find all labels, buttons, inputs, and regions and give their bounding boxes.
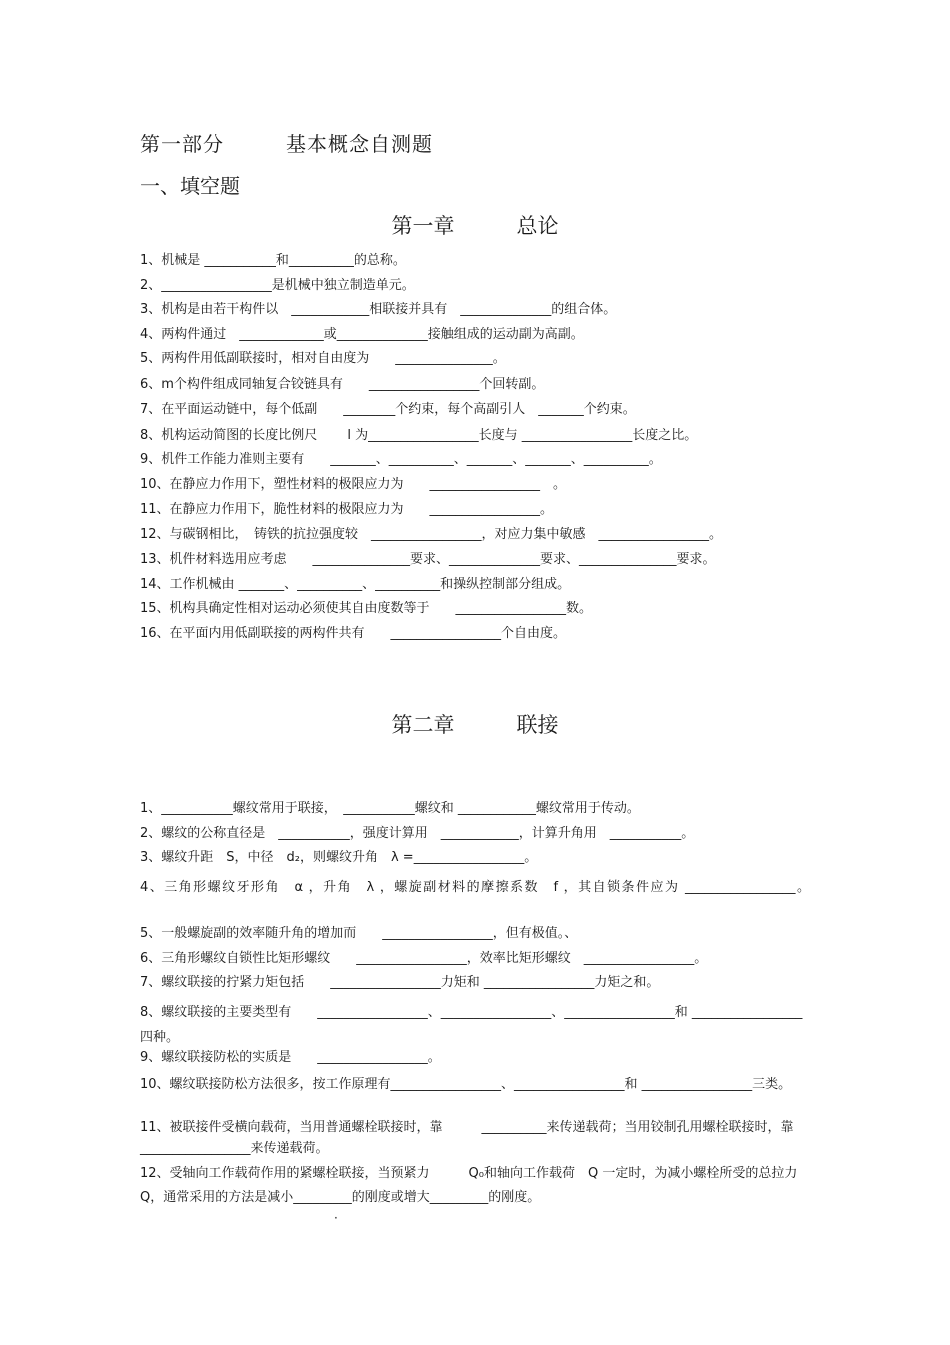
chapter1-question: 13、机件材料选用应考虑 _______________要求、______________要求、_______________要求。 (140, 552, 716, 567)
part-heading (140, 128, 433, 157)
chapter1-question: 2、_________________是机械中独立制造单元。 (140, 278, 415, 293)
chapter2-number: 第二章 (391, 713, 455, 737)
chapter1-question: 12、与碳钢相比， 铸铁的抗拉强度较 _________________，对应力集中敏感 _________________。 (140, 527, 723, 542)
chapter1-question: 14、工作机械由 _______、__________、__________和操纵控制部分组成。 (140, 577, 571, 592)
section-title: 一、填空题 (140, 174, 240, 198)
chapter2-question: 11、被联接件受横向载荷，当用普通螺栓联接时，靠 __________来传递载荷；当用铰制孔用螺栓联接时，靠 _________________来传递载荷。 (140, 1120, 820, 1156)
chapter2-question: 1、___________螺纹常用于联接， ___________螺纹和 ____________螺纹常用于传动。 (140, 801, 640, 816)
part-subtitle: 基本概念自测题 (286, 132, 433, 156)
part-title: 第一部分 (140, 132, 224, 156)
chapter1-question: 8、机构运动简图的长度比例尺 l 为_________________长度与 _________________长度之比。 (140, 428, 698, 443)
chapter2-question: 4、三角形螺纹牙形角 α ，升角 λ ，螺旋副材料的摩擦系数 f ，其自锁条件应为 _________________。 (140, 880, 810, 895)
chapter1-question: 5、两构件用低副联接时，相对自由度为 _______________。 (140, 351, 506, 366)
chapter1-question: 7、在平面运动链中，每个低副 ________个约束，每个高副引人 _______个约束。 (140, 402, 636, 417)
chapter1-question: 15、机构具确定性相对运动必须使其自由度数等于 _________________数。 (140, 601, 593, 616)
chapter1-question: 6、m个构件组成同轴复合铰链具有 _________________个回转副。 (140, 377, 545, 392)
chapter2-question: 8、螺纹联接的主要类型有 _________________、_________________、_________________和 _________________四种。 (140, 1005, 803, 1045)
chapter2-question: 3、螺纹升距 S，中径 d₂，则螺纹升角 λ =_________________。 (140, 850, 538, 865)
chapter2-heading (0, 709, 950, 739)
chapter2-question: 9、螺纹联接防松的实质是 _________________。 (140, 1050, 441, 1065)
chapter2-question: 12、受轴向工作载荷作用的紧螺栓联接，当预紧力 Q₀和轴向工作载荷 Q 一定时，为减小螺栓所受的总拉力Q，通常采用的方法是减小_________的刚度或增大_________的刚度。 (140, 1166, 798, 1205)
chapter2-question: 5、一般螺旋副的效率随升角的增加而 _________________，但有极值。、 (140, 926, 578, 941)
chapter1-name: 总论 (516, 214, 559, 238)
chapter1-question: 4、两构件通过 _____________或______________接触组成的运动副为高副。 (140, 327, 584, 342)
chapter1-question: 9、机件工作能力准则主要有 _______、__________、_______、_______、__________。 (140, 452, 662, 467)
chapter1-question: 3、机构是由若干构件以 ____________相联接并具有 ______________的组合体。 (140, 302, 617, 317)
chapter2-question: 6、三角形螺纹自锁性比矩形螺纹 _________________，效率比矩形螺纹 _________________。 (140, 951, 708, 966)
chapter1-heading (0, 210, 950, 240)
chapter2-name: 联接 (516, 713, 559, 737)
chapter1-question: 10、在静应力作用下，塑性材料的极限应力为 _________________ 。 (140, 477, 567, 492)
chapter1-question: 11、在静应力作用下，脆性材料的极限应力为 _________________。 (140, 502, 554, 517)
stray-mark: · (334, 1211, 338, 1225)
chapter1-question: 16、在平面内用低副联接的两构件共有 _________________个自由度。 (140, 626, 567, 641)
chapter2-question: 10、螺纹联接防松方法很多，按工作原理有_________________、_________________和 _________________三类。 (140, 1077, 792, 1092)
chapter2-question: 2、螺纹的公称直径是 ___________，强度计算用 ____________，计算升角用 ___________。 (140, 826, 695, 841)
chapter2-question: 7、螺纹联接的拧紧力矩包括 _________________力矩和 _________________力矩之和。 (140, 975, 660, 990)
chapter1-question: 1、机械是 ___________和__________的总称。 (140, 253, 406, 268)
chapter1-number: 第一章 (391, 214, 455, 238)
